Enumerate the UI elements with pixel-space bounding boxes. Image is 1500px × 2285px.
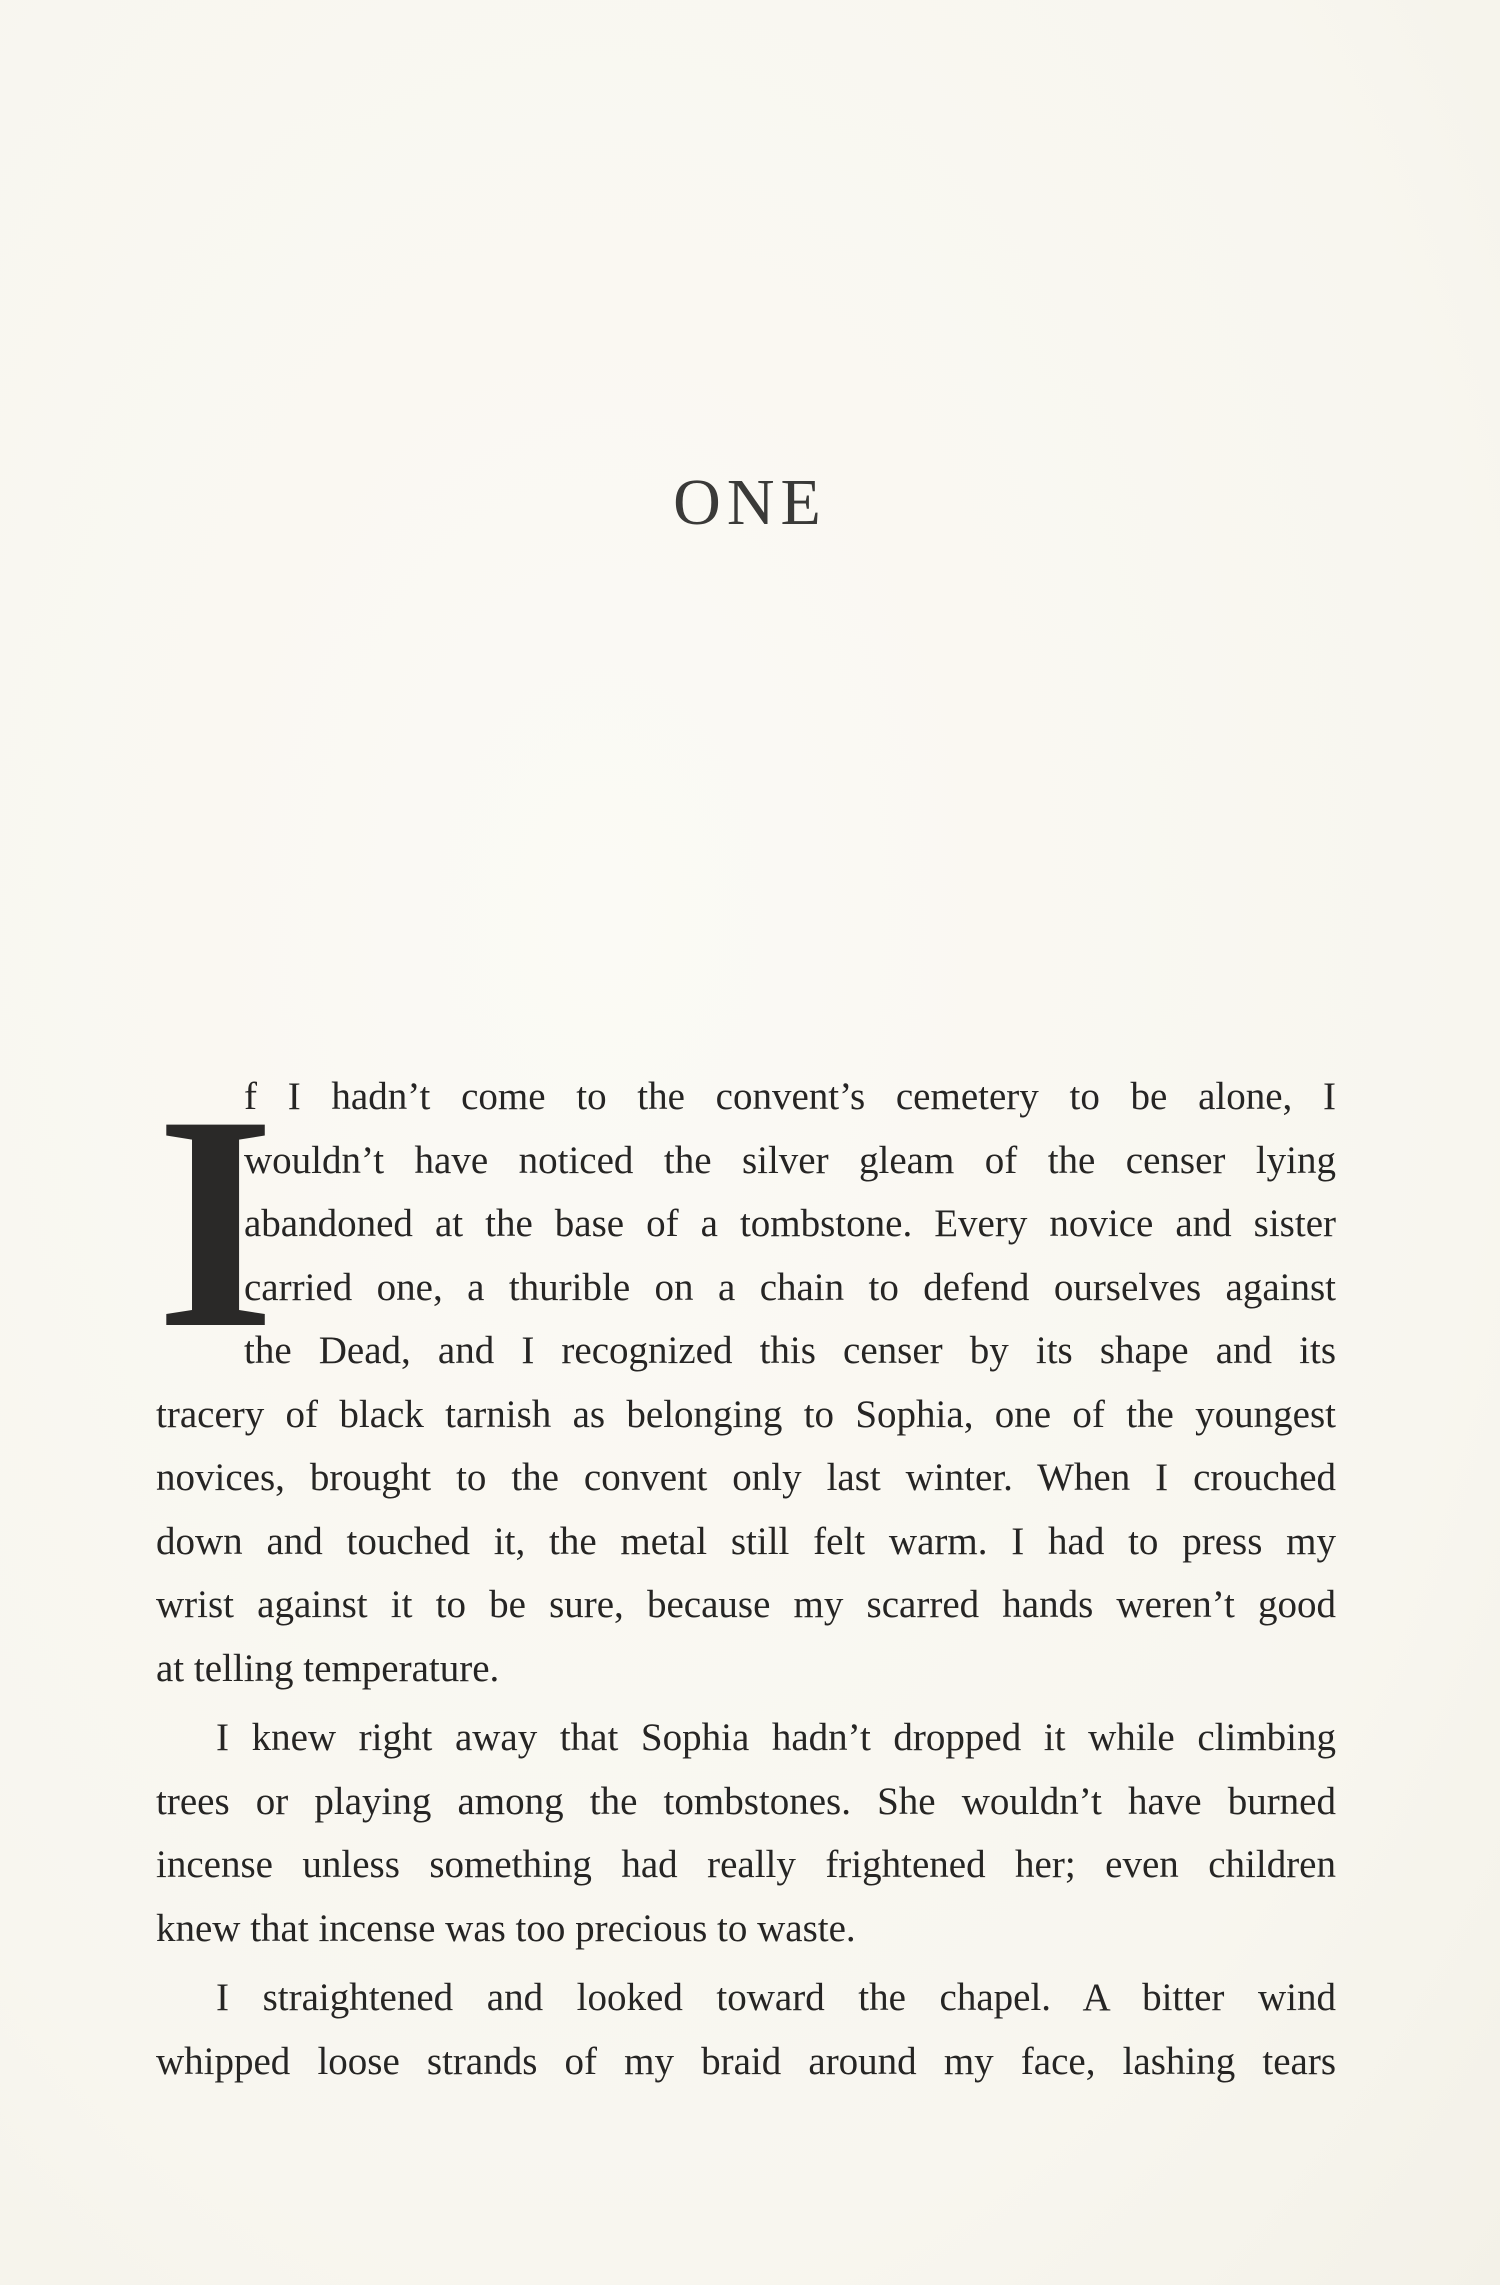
drop-cap: I (156, 1053, 276, 1392)
text-line: trees or playing among the tombstones. She wouldn’t have burned (156, 1779, 1336, 1823)
text-line: at telling temperature. (156, 1646, 500, 1690)
text-line: tracery of black tarnish as belonging to Sophia, one of the youngest (156, 1392, 1336, 1436)
text-line: down and touched it, the metal still felt warm. I had to press my (156, 1519, 1336, 1563)
chapter-heading: ONE (673, 466, 827, 539)
text-line: wouldn’t have noticed the silver gleam of the censer lying (244, 1138, 1336, 1182)
body-text (156, 1053, 1336, 2093)
text-line: incense unless something had really frightened her; even children (156, 1843, 1336, 1886)
text-line: I straightened and looked toward the chapel. A bitter wind (216, 1976, 1336, 2019)
opening-paragraph (156, 1053, 1336, 1700)
text-line: whipped loose strands of my braid around my face, lashing tears (156, 2039, 1336, 2083)
text-line: I knew right away that Sophia hadn’t dropped it while climbing (216, 1716, 1336, 1759)
text-line: carried one, a thurible on a chain to defend ourselves against (244, 1265, 1336, 1309)
text-line: abandoned at the base of a tombstone. Every novice and sister (244, 1202, 1336, 1245)
text-line: f I hadn’t come to the convent’s cemetery to be alone, I (244, 1075, 1336, 1118)
paragraph-3 (156, 1966, 1336, 2093)
drop-cap-lines (244, 1065, 1336, 1383)
text-line: the Dead, and I recognized this censer by its shape and its (244, 1329, 1336, 1372)
text-line: knew that incense was too precious to waste. (156, 1906, 856, 1950)
paragraph-2 (156, 1706, 1336, 1960)
text-line: wrist against it to be sure, because my scarred hands weren’t good (156, 1583, 1336, 1626)
text-line: novices, brought to the convent only last winter. When I crouched (156, 1456, 1336, 1499)
